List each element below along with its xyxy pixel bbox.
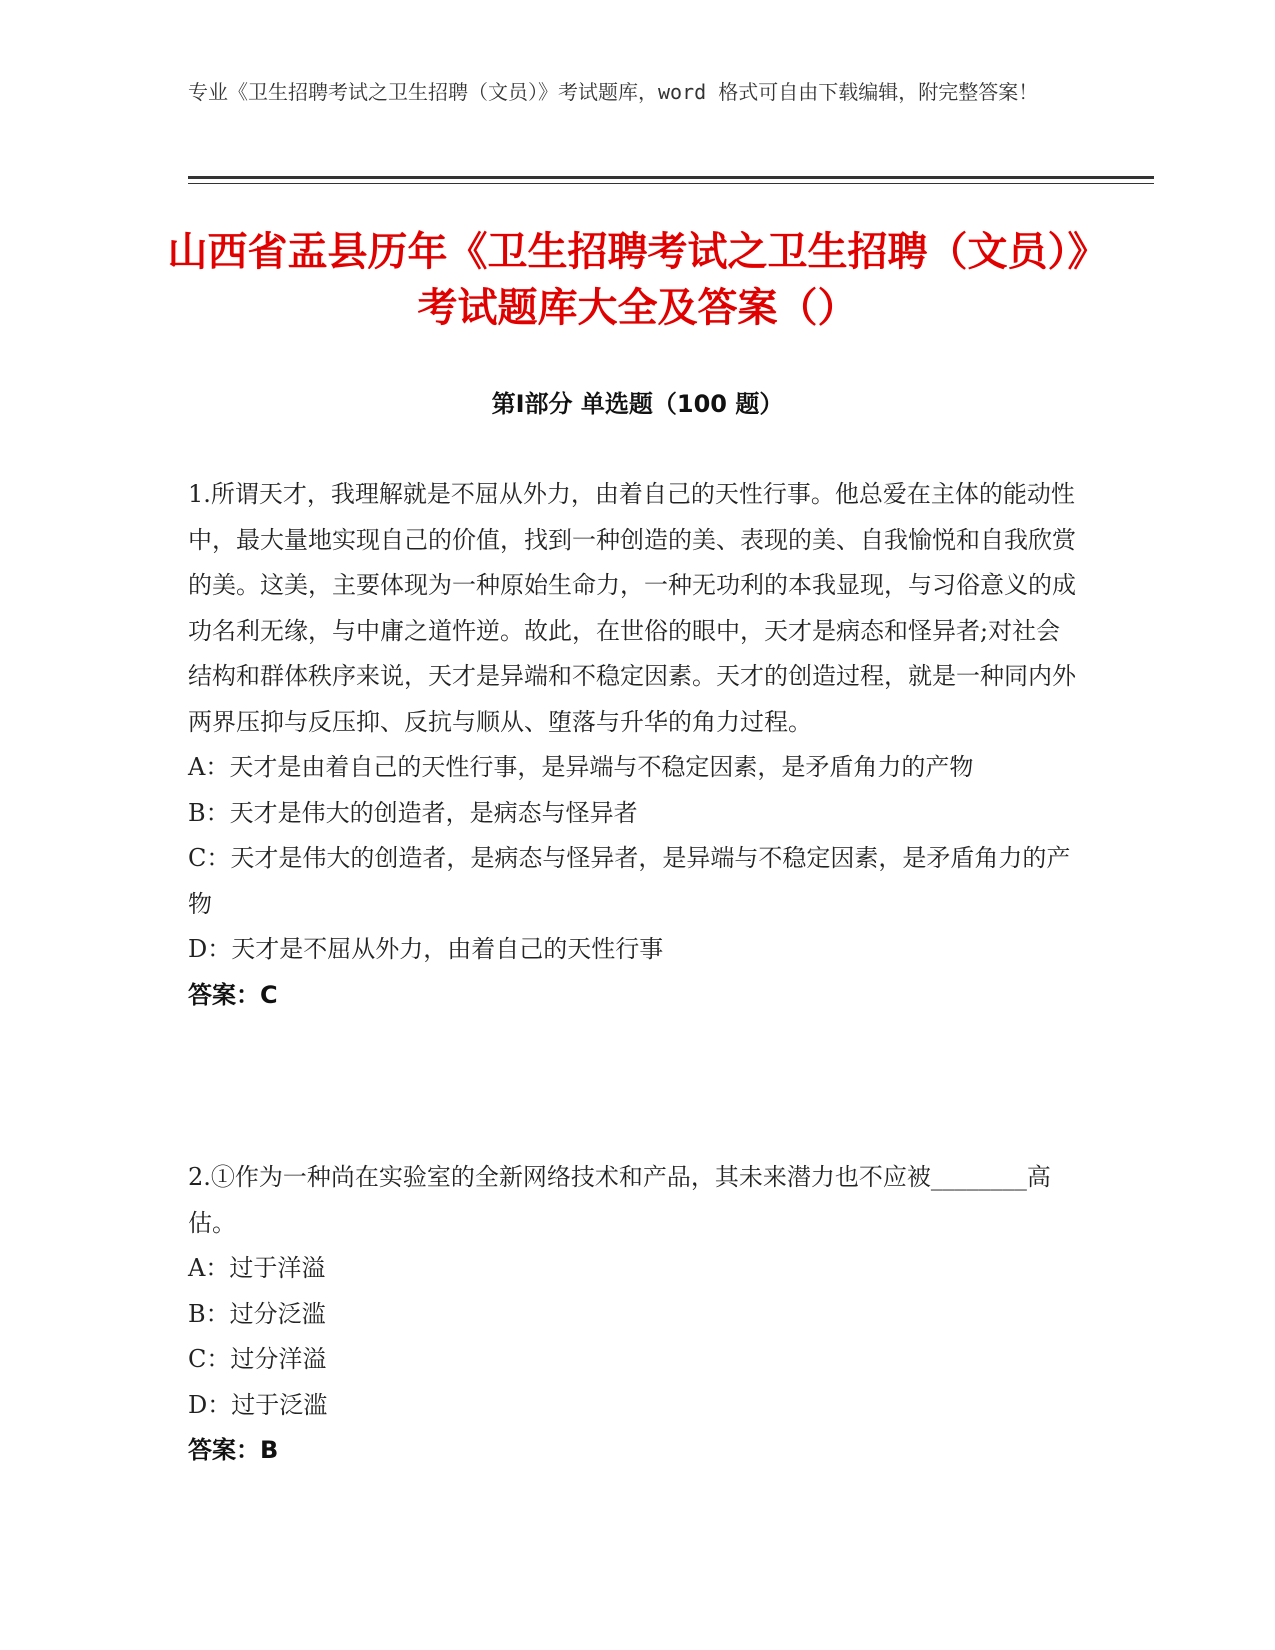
option-a: A：过于洋溢 (188, 1254, 326, 1282)
question-stem: 2.①作为一种尚在实验室的全新网络技术和产品，其未来潜力也不应被________高估。 (188, 1163, 1051, 1237)
option-c: C：天才是伟大的创造者，是病态与怪异者，是异端与不稳定因素，是矛盾角力的产物 (188, 844, 1071, 918)
section-heading: 第Ⅰ部分 单选题（100 题） (491, 390, 784, 418)
header-rule-thin (188, 183, 1154, 184)
answer: 答案：B (188, 1436, 279, 1464)
option-a: A：天才是由着自己的天性行事，是异端与不稳定因素，是矛盾角力的产物 (188, 753, 974, 781)
option-b: B：天才是伟大的创造者，是病态与怪异者 (188, 798, 638, 827)
answer: 答案：C (188, 980, 278, 1009)
question-2 (188, 1155, 1076, 1474)
question-1 (188, 472, 1076, 1018)
question-stem: 1.所谓天才，我理解就是不屈从外力，由着自己的天性行事。他总爱在主体的能动性中，最大量地实现自己的价值，找到一种创造的美、表现的美、自我愉悦和自我欣赏的美。这美，主要体现为一种原始生命力，一种无功利的本我显现，与习俗意义的成功名利无缘，与中庸之道忤逆。故此，在世俗的眼中，天才是病态和怪异者;对社会结构和群体秩序来说，天才是异端和不稳定因素。天才的创造过程，就是一种同内外两界压抑与反压抑、反抗与顺从、堕落与升华的角力过程。 (188, 480, 1076, 736)
option-b: B：过分泛滥 (188, 1299, 326, 1328)
option-d: D：天才是不屈从外力，由着自己的天性行事 (188, 935, 664, 963)
header-note: 专业《卫生招聘考试之卫生招聘（文员）》考试题库，word 格式可自由下载编辑，附完整答案！ (188, 80, 1039, 104)
header-rule-thick (188, 176, 1154, 179)
option-d: D：过于泛滥 (188, 1390, 328, 1419)
option-c: C：过分洋溢 (188, 1345, 327, 1373)
document-title: 山西省盂县历年《卫生招聘考试之卫生招聘（文员）》考试题库大全及答案（） (167, 229, 1108, 331)
